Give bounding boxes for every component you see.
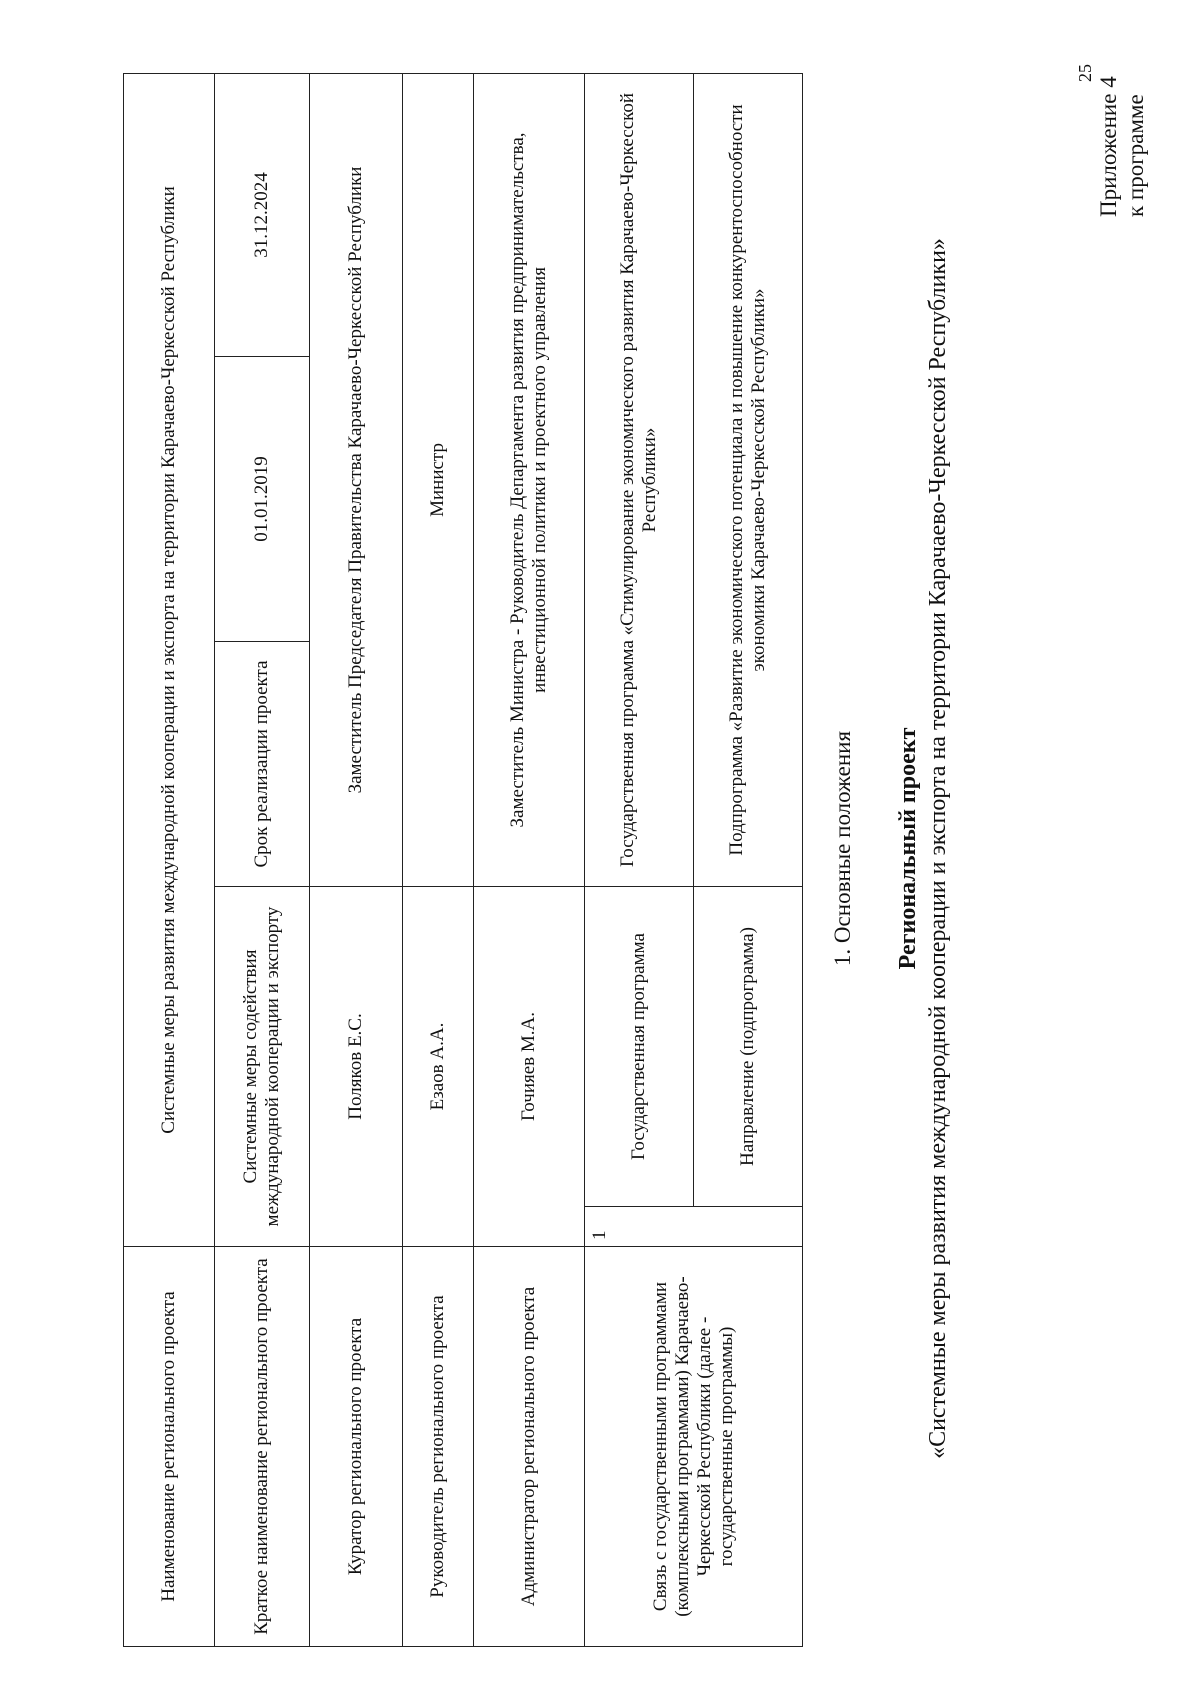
table-row — [403, 73, 474, 1646]
table-row — [124, 73, 215, 1646]
short-name-label: Краткое наименование регионального проекта — [215, 1247, 310, 1647]
short-name-value: Системные меры содействия международной кооперации и экспорту — [215, 887, 310, 1247]
curator-label: Куратор регионального проекта — [310, 1247, 403, 1647]
project-name-value: Системные меры развития международной кооперации и экспорта на территории Карачаево-Черкесской Республики — [124, 73, 215, 1246]
subprogram-label: Направление (подпрограмма) — [694, 887, 803, 1207]
term-end: 31.12.2024 — [215, 73, 310, 356]
head-position: Министр — [403, 73, 474, 886]
table-row — [215, 73, 310, 1646]
table-row — [585, 73, 694, 1646]
program-link-label: Связь с государственными программами (комплексными программами) Карачаево-Черкесской Республики (далее - государственные программы) — [585, 1247, 803, 1647]
project-name-label: Наименование регионального проекта — [124, 1247, 215, 1647]
section-title: 1. Основные положения — [830, 730, 855, 967]
curator-position: Заместитель Председателя Правительства Карачаево-Черкесской Республики — [310, 73, 403, 886]
program-link-number: 1 — [585, 1207, 803, 1247]
document-title: Региональный проект — [895, 727, 921, 970]
table-row — [310, 73, 403, 1646]
state-program-label: Государственная программа — [585, 887, 694, 1207]
head-name: Езаов А.А. — [403, 887, 474, 1247]
table-row — [474, 73, 585, 1646]
curator-name: Поляков Е.С. — [310, 887, 403, 1247]
appendix-note — [1095, 76, 1149, 217]
subprogram-value: Подпрограмма «Развитие экономического потенциала и повышение конкурентоспособности экономики Карачаево-Черкесской Республики» — [694, 73, 803, 886]
appendix-line-2: к программе — [1123, 94, 1148, 217]
project-passport-table — [123, 73, 803, 1647]
term-label: Срок реализации проекта — [215, 642, 310, 887]
document-subtitle: «Системные меры развития международной кооперации и экспорта на территории Карачаево-Черкесской Республики» — [925, 238, 951, 1459]
page-number: 25 — [1075, 64, 1095, 82]
admin-label: Администратор регионального проекта — [474, 1247, 585, 1647]
admin-position: Заместитель Министра - Руководитель Департамента развития предпринимательства, инвестиционной политики и проектного управления — [474, 73, 585, 886]
head-label: Руководитель регионального проекта — [403, 1247, 474, 1647]
state-program-value: Государственная программа «Стимулирование экономического развития Карачаево-Черкесской Республики» — [585, 73, 694, 886]
appendix-line-1: Приложение 4 — [1096, 76, 1121, 217]
term-start: 01.01.2019 — [215, 357, 310, 642]
admin-name: Гочияев М.А. — [474, 887, 585, 1247]
